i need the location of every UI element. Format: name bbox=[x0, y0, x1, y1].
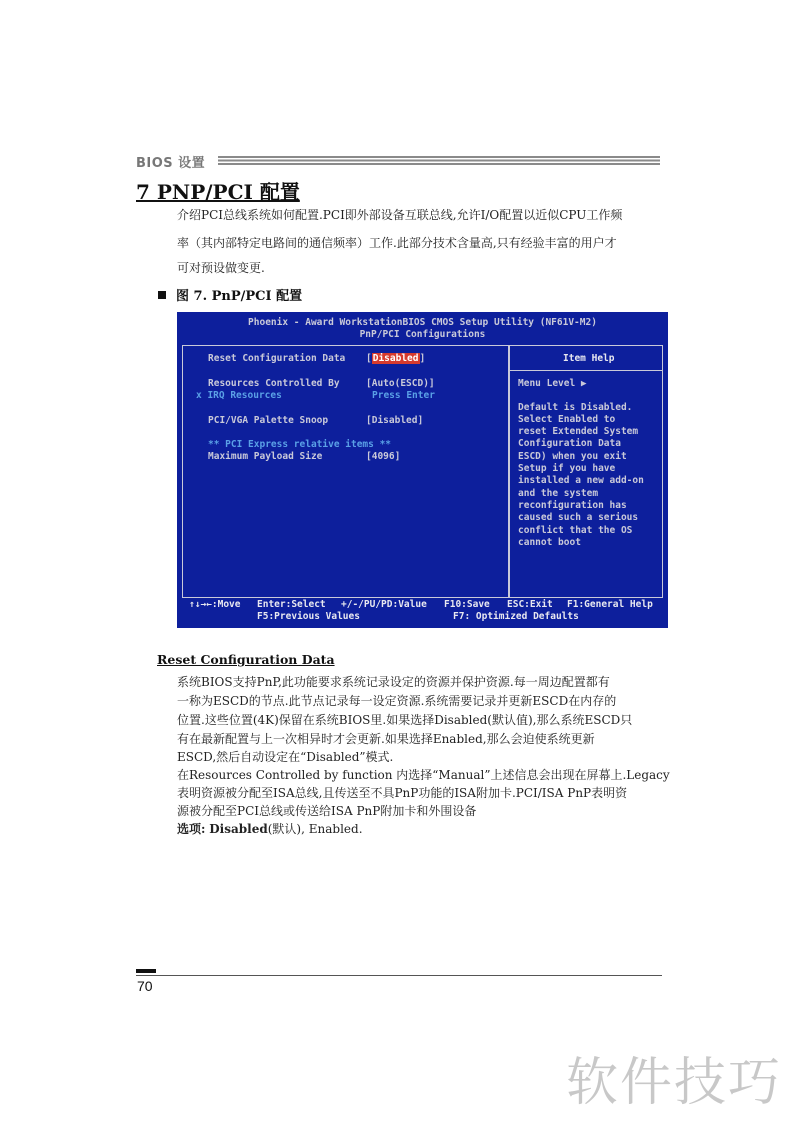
key-value: +/-/PU/PD:Value bbox=[341, 599, 427, 610]
header-rule bbox=[218, 156, 660, 165]
item-help-title: Item Help bbox=[563, 353, 615, 364]
body-line: ESCD,然后自动设定在“Disabled”模式. bbox=[177, 750, 394, 764]
page-number: 70 bbox=[137, 978, 153, 994]
help-text-line: reconfiguration has bbox=[518, 500, 627, 511]
menu-level: Menu Level ▶ bbox=[518, 378, 587, 389]
running-header: BIOS 设置 bbox=[136, 156, 206, 171]
intro-line: 可对预设做变更. bbox=[177, 261, 265, 275]
help-text-line: reset Extended System bbox=[518, 426, 639, 437]
resources-controlled-value[interactable]: [Auto(ESCD)] bbox=[366, 378, 435, 389]
max-payload-value[interactable]: [4096] bbox=[366, 451, 401, 462]
help-text-line: ESCD) when you exit bbox=[518, 451, 627, 462]
bios-subtitle: PnP/PCI Configurations bbox=[359, 329, 486, 340]
help-text-line: caused such a serious bbox=[518, 512, 639, 523]
key-esc: ESC:Exit bbox=[507, 599, 553, 610]
bios-title: Phoenix - Award WorkstationBIOS CMOS Setup Utility (NF61V-M2) bbox=[248, 317, 597, 328]
palette-snoop-label[interactable]: PCI/VGA Palette Snoop bbox=[208, 415, 329, 426]
key-f7: F7: Optimized Defaults bbox=[453, 611, 579, 622]
body-line: 有在最新配置与上一次相异时才会更新.如果选择Enabled,那么会迫使系统更新 bbox=[177, 732, 595, 746]
options-rest: (默认), Enabled. bbox=[267, 822, 363, 836]
resources-controlled-label[interactable]: Resources Controlled By bbox=[208, 378, 340, 389]
reset-config-label[interactable]: Reset Configuration Data bbox=[208, 353, 346, 364]
max-payload-label[interactable]: Maximum Payload Size bbox=[208, 451, 323, 462]
intro-line: 率（其内部特定电路间的通信频率）工作.此部分技术含量高,只有经验丰富的用户才 bbox=[177, 236, 617, 250]
key-move: ↑↓→←:Move bbox=[189, 599, 241, 610]
help-text-line: and the system bbox=[518, 488, 599, 499]
body-line: 一称为ESCD的节点.此节点记录每一设定资源.系统需要记录并更新ESCD在内存的 bbox=[177, 694, 617, 708]
key-f10: F10:Save bbox=[444, 599, 490, 610]
help-text-line: Setup if you have bbox=[518, 463, 616, 474]
help-text-line: Default is Disabled. bbox=[518, 402, 633, 413]
help-text-line: Configuration Data bbox=[518, 438, 621, 449]
palette-snoop-value[interactable]: [Disabled] bbox=[366, 415, 424, 426]
body-line: 位置.这些位置(4K)保留在系统BIOS里.如果选择Disabled(默认值),那么系统ESCD只 bbox=[177, 713, 633, 727]
options-line bbox=[177, 820, 363, 837]
footer-rule bbox=[136, 975, 662, 976]
bios-screen bbox=[177, 312, 668, 628]
watermark: 软件技巧 bbox=[566, 1053, 783, 1113]
section-title: 7 PNP/PCI 配置 bbox=[136, 180, 300, 204]
square-bullet-icon bbox=[158, 291, 166, 299]
pcie-section-header: ** PCI Express relative items ** bbox=[208, 439, 392, 450]
help-text-line: cannot boot bbox=[518, 537, 581, 548]
help-text-line: conflict that the OS bbox=[518, 525, 633, 536]
figure-caption bbox=[158, 285, 302, 304]
irq-resources-value: Press Enter bbox=[372, 390, 435, 401]
help-text-line: Select Enabled to bbox=[518, 414, 616, 425]
options-default: Disabled bbox=[209, 822, 268, 836]
intro-line: 介绍PCI总线系统如何配置.PCI即外部设备互联总线,允许I/O配置以近似CPU工作频 bbox=[177, 208, 623, 222]
reset-config-selected[interactable]: Disabled bbox=[372, 353, 419, 364]
body-line: 系统BIOS支持PnP,此功能要求系统记录设定的资源并保护资源.每一周边配置都有 bbox=[177, 675, 610, 689]
subsection-title: Reset Configuration Data bbox=[157, 652, 335, 667]
body-line: 源被分配至PCI总线或传送给ISA PnP附加卡和外围设备 bbox=[177, 804, 477, 818]
body-line: 在Resources Controlled by function 内选择“Manual”上述信息会出现在屏幕上.Legacy bbox=[177, 768, 670, 782]
help-divider bbox=[509, 370, 663, 371]
options-label: 选项: bbox=[177, 822, 206, 836]
body-line: 表明资源被分配至ISA总线,且传送至不具PnP功能的ISA附加卡.PCI/ISA PnP表明资 bbox=[177, 786, 628, 800]
reset-config-value[interactable]: [Disabled] bbox=[366, 353, 426, 364]
irq-resources-label: x IRQ Resources bbox=[196, 390, 282, 401]
key-f1: F1:General Help bbox=[567, 599, 653, 610]
key-f5: F5:Previous Values bbox=[257, 611, 360, 622]
help-text-line: installed a new add-on bbox=[518, 475, 644, 486]
figure-caption-text: 图 7. PnP/PCI 配置 bbox=[176, 289, 303, 304]
key-enter: Enter:Select bbox=[257, 599, 326, 610]
footer-mark bbox=[136, 969, 156, 973]
